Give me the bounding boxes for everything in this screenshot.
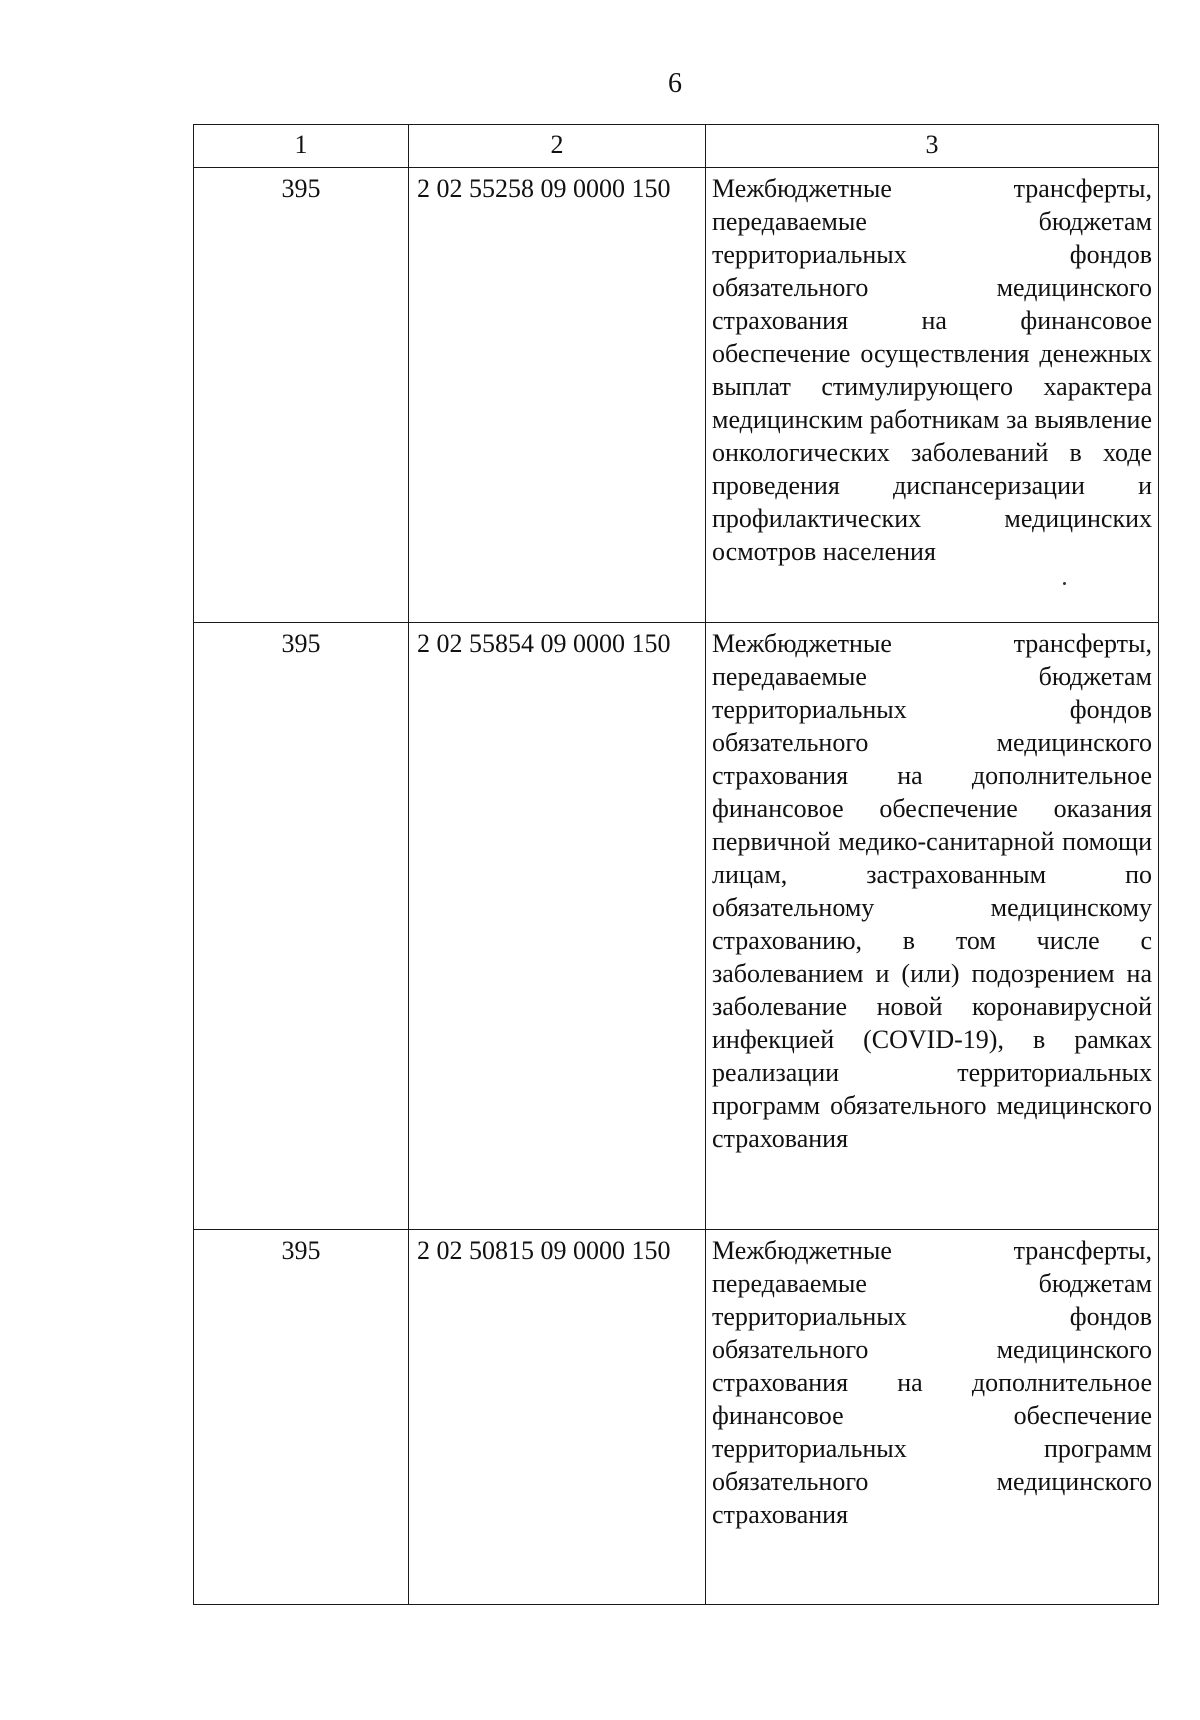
admin-code-cell: 395 bbox=[194, 623, 409, 1230]
table-row bbox=[194, 168, 1159, 623]
budget-code-cell: 2 02 55854 09 0000 150 bbox=[409, 623, 706, 1230]
column-header-1: 1 bbox=[194, 125, 409, 168]
page-number: 6 bbox=[668, 68, 682, 99]
column-header-3: 3 bbox=[706, 125, 1159, 168]
admin-code-cell: 395 bbox=[194, 168, 409, 623]
table-header-row bbox=[194, 125, 1159, 168]
budget-code-cell: 2 02 50815 09 0000 150 bbox=[409, 1230, 706, 1605]
table-row bbox=[194, 1230, 1159, 1605]
description-cell: Межбюджетные трансферты, передаваемые бюджетам территориальных фондов обязательного медицинского страхования на дополнительное финансовое обеспечение оказания первичной медико-санитарной помощи лицам, застрахованным по обязательному медицинскому страхованию, в том числе с заболеванием и (или) подозрением на заболевание новой коронавирусной инфекцией (COVID-19), в рамках реализации территориальных программ обязательного медицинского страхования bbox=[706, 623, 1159, 1230]
table-row bbox=[194, 623, 1159, 1230]
budget-code-cell: 2 02 55258 09 0000 150 bbox=[409, 168, 706, 623]
budget-codes-table bbox=[193, 124, 1159, 1605]
scan-speck bbox=[1063, 582, 1066, 585]
description-cell: Межбюджетные трансферты, передаваемые бюджетам территориальных фондов обязательного медицинского страхования на финансовое обеспечение осуществления денежных выплат стимулирующего характера медицинским работникам за выявление онкологических заболеваний в ходе проведения диспансеризации и профилактических медицинских осмотров населения bbox=[706, 168, 1159, 623]
column-header-2: 2 bbox=[409, 125, 706, 168]
admin-code-cell: 395 bbox=[194, 1230, 409, 1605]
description-cell: Межбюджетные трансферты, передаваемые бюджетам территориальных фондов обязательного медицинского страхования на дополнительное финансовое обеспечение территориальных программ обязательного медицинского страхования bbox=[706, 1230, 1159, 1605]
